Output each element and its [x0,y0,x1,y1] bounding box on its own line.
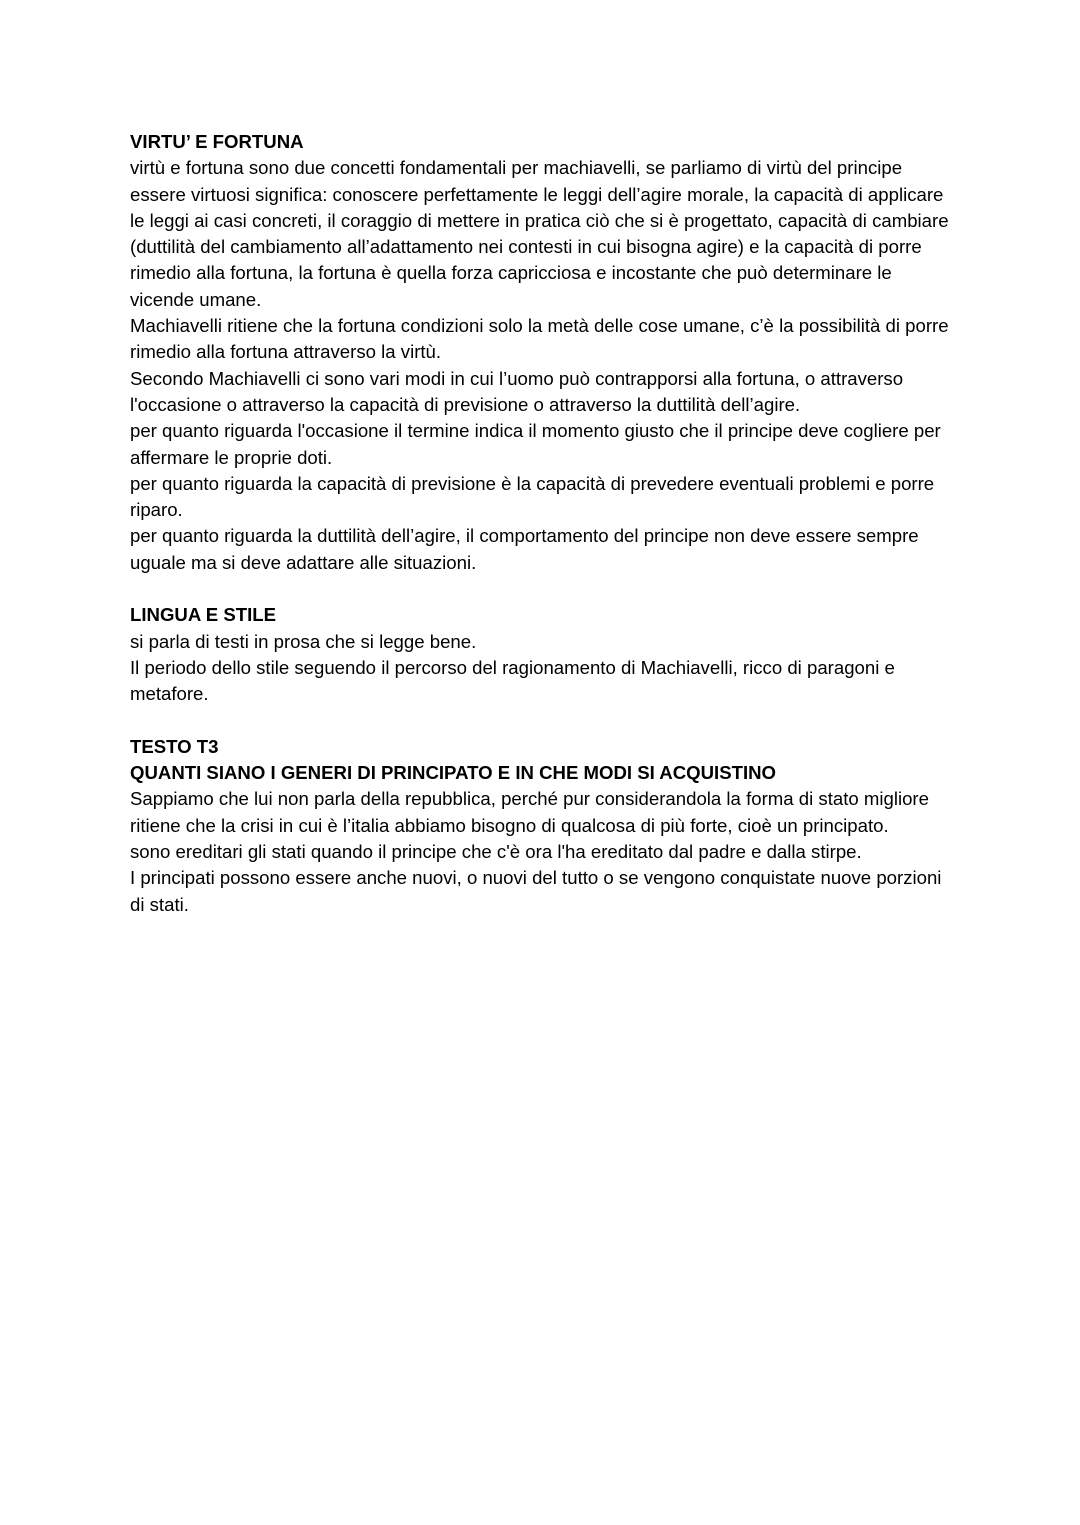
paragraph: per quanto riguarda la duttilità dell’agire, il comportamento del principe non deve essere sempre uguale ma si deve adattare alle situazioni. [130,525,919,573]
paragraph: Secondo Machiavelli ci sono vari modi in cui l’uomo può contrapporsi alla fortuna, o attraverso l'occasione o attraverso la capacità di previsione o attraverso la duttilità dell’agire. [130,367,904,415]
document-body [130,129,960,918]
section-heading: VIRTU’ E FORTUNA [130,131,304,152]
paragraph: I principati possono essere anche nuovi, o nuovi del tutto o se vengono conquistate nuove porzioni di stati. [130,867,942,915]
section-testo-t3 [130,734,960,918]
section-subheading: QUANTI SIANO I GENERI DI PRINCIPATO E IN CHE MODI SI ACQUISTINO [130,762,777,784]
section-heading: LINGUA E STILE [130,604,276,626]
paragraph: Sappiamo che lui non parla della repubblica, perché pur considerandola la forma di stato migliore ritiene che la crisi in cui è l’italia abbiamo bisogno di qualcosa di più forte, cioè un principato. [130,788,929,836]
paragraph: Il periodo dello stile seguendo il percorso del ragionamento di Machiavelli, ricco di paragoni e metafore. [130,656,895,705]
paragraph: virtù e fortuna sono due concetti fondamentali per machiavelli, se parliamo di virtù del principe essere virtuosi significa: conoscere perfettamente le leggi dell’agire morale, la capacità di applicare le leggi ai casi concreti, il coraggio di mettere in pratica ciò che si è progettato, capacità di cambiare (duttilità del cambiamento all’adattamento nei contesti in cui bisogna agire) e la capacità di porre rimedio alla fortuna, la fortuna è quella forza capricciosa e incostante che può determinare le vicende umane. [130,157,949,310]
paragraph: per quanto riguarda l'occasione il termine indica il momento giusto che il principe deve cogliere per affermare le proprie doti. [130,420,941,468]
section-lingua-e-stile [130,602,960,707]
section-virtu-e-fortuna [130,129,960,576]
paragraph: Machiavelli ritiene che la fortuna condizioni solo la metà delle cose umane, c’è la possibilità di porre rimedio alla fortuna attraverso la virtù. [130,315,949,363]
paragraph: sono ereditari gli stati quando il principe che c'è ora l'ha ereditato dal padre e dalla stirpe. [130,841,862,863]
section-heading: TESTO T3 [130,735,219,757]
paragraph: per quanto riguarda la capacità di previsione è la capacità di prevedere eventuali problemi e porre riparo. [130,472,935,521]
paragraph: si parla di testi in prosa che si legge bene. [130,630,477,652]
